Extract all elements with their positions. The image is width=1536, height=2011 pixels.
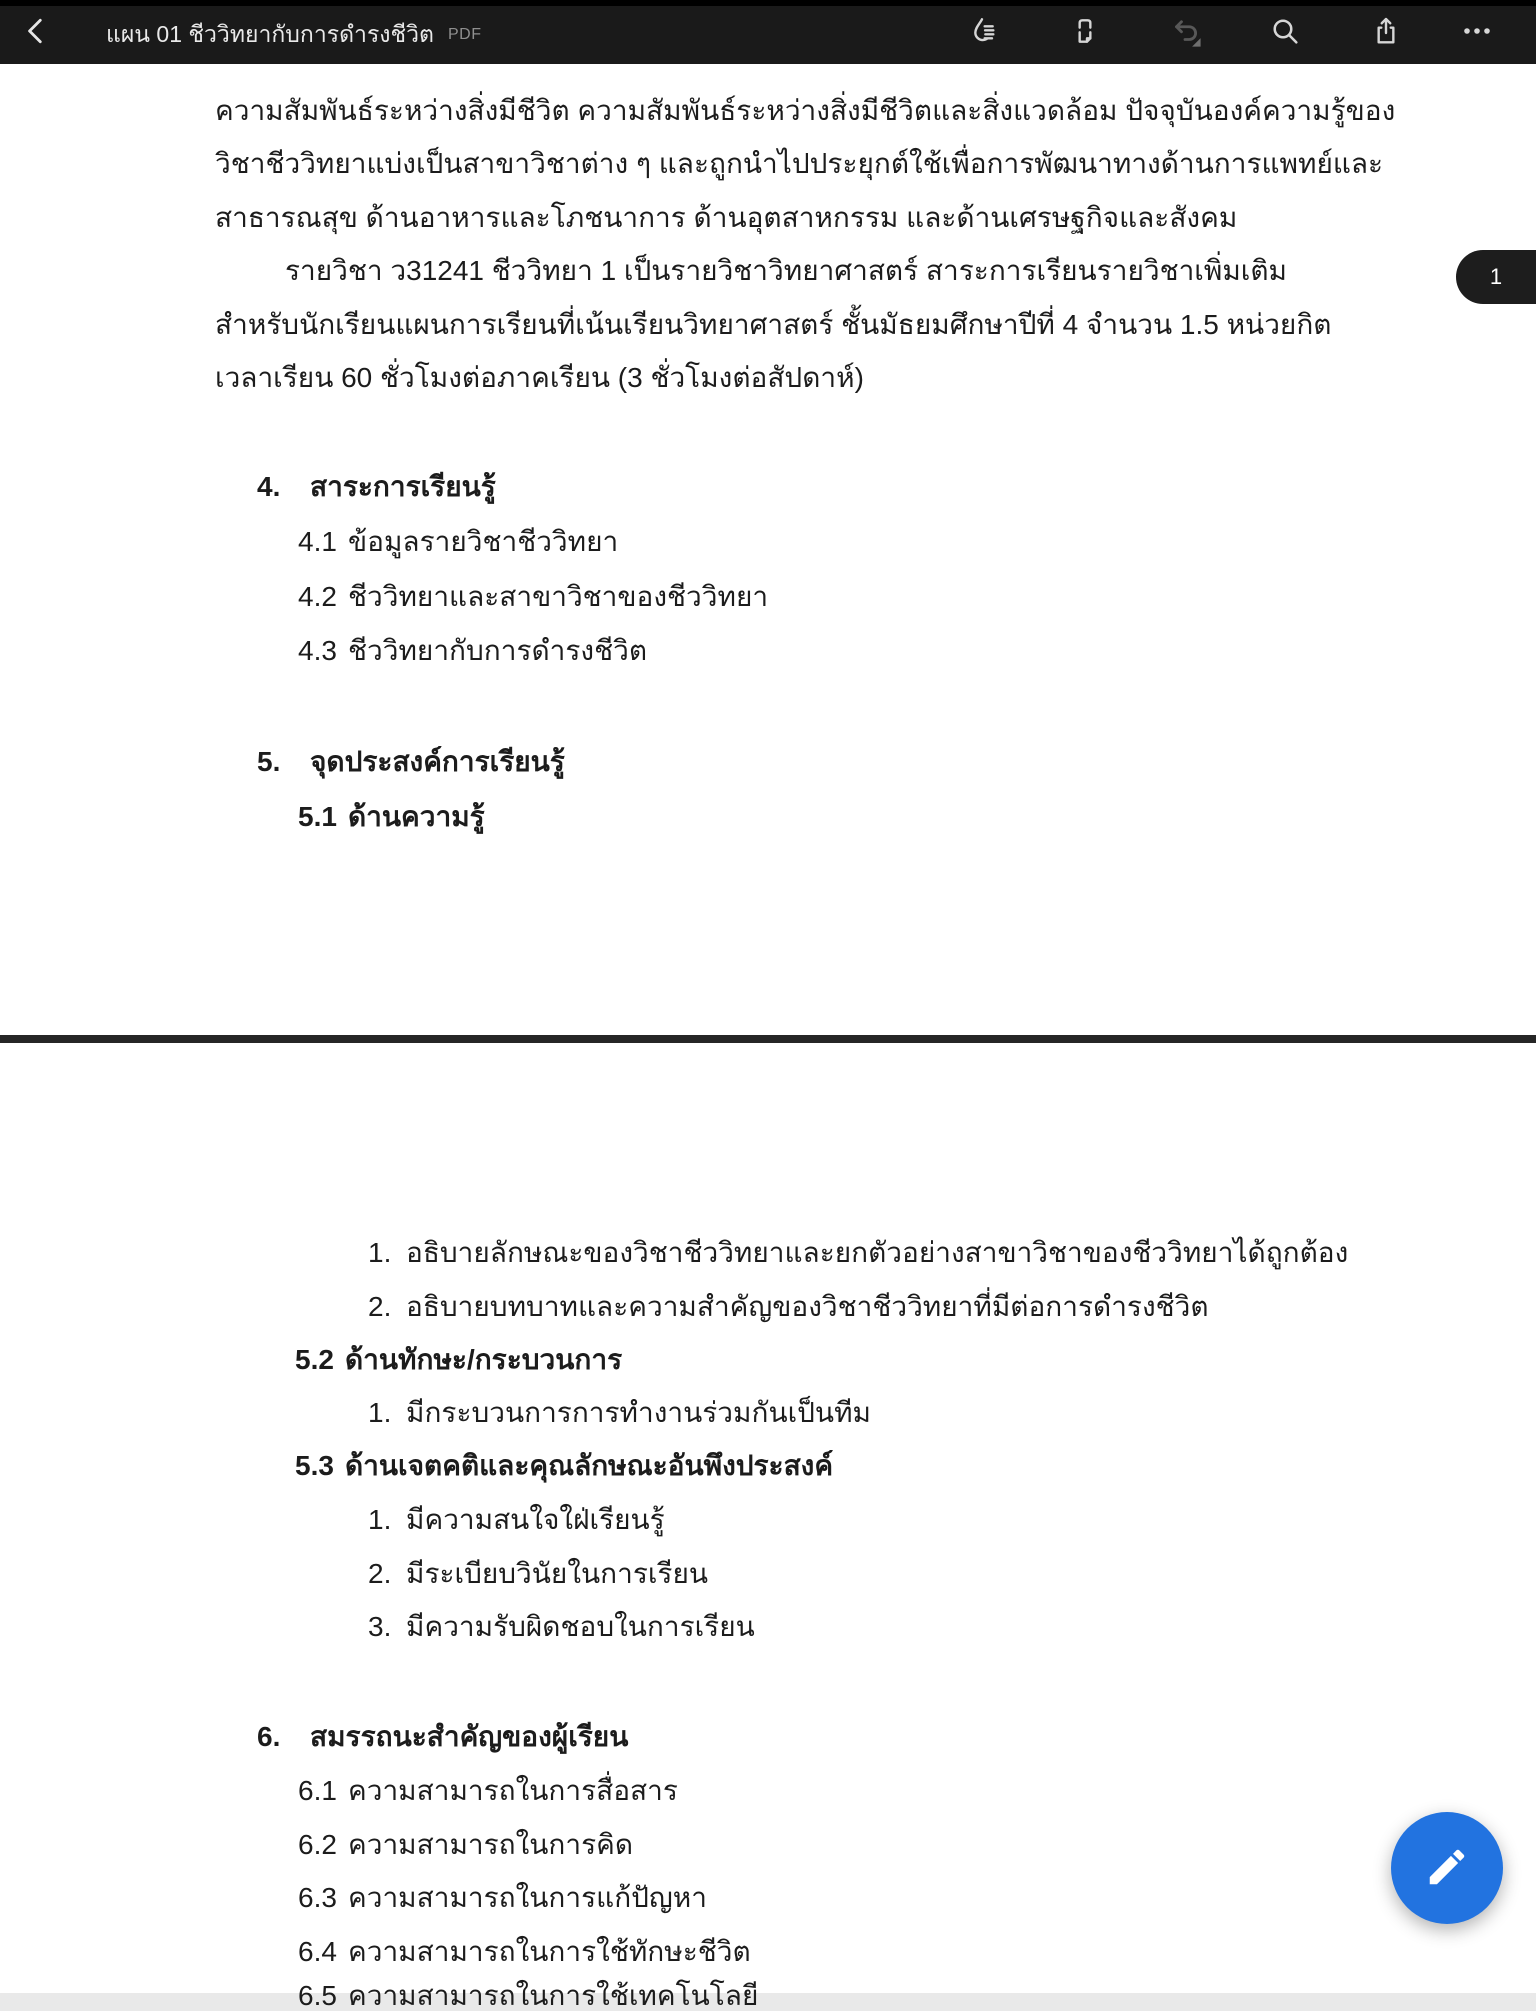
item-text: ด้านความรู้ <box>348 801 485 832</box>
item-text: ด้านเจตคติและคุณลักษณะอันพึงประสงค์ <box>345 1450 834 1481</box>
numbered-item <box>368 1547 708 1601</box>
paragraph-line: รายวิชา ว31241 ชีววิทยา 1 เป็นรายวิชาวิทยาศาสตร์ สาระการเรียนรายวิชาเพิ่มเติม <box>285 255 1287 286</box>
search-icon <box>1269 15 1301 50</box>
list-item <box>298 515 618 569</box>
subsection-heading <box>298 790 485 844</box>
item-number: 3. <box>368 1611 392 1642</box>
share-icon <box>1370 15 1402 50</box>
page-view-button[interactable] <box>1061 8 1109 56</box>
section-heading <box>257 460 496 514</box>
item-number: 6.5 <box>298 1980 337 2011</box>
undo-button[interactable] <box>1161 8 1209 56</box>
item-text: อธิบายบทบาทและความสำคัญของวิชาชีววิทยาที่มีต่อการดำรงชีวิต <box>406 1291 1209 1322</box>
top-toolbar <box>0 0 1536 64</box>
page-indicator[interactable] <box>1456 250 1536 304</box>
undo-icon <box>1168 14 1202 51</box>
item-number: 1. <box>368 1504 392 1535</box>
item-text: ข้อมูลรายวิชาชีววิทยา <box>348 526 619 557</box>
pencil-icon <box>1424 1844 1470 1893</box>
subsection-heading <box>295 1333 622 1387</box>
section-heading <box>257 735 565 789</box>
item-text: ความสามารถในการคิด <box>348 1829 634 1860</box>
section-title: สมรรถนะสำคัญของผู้เรียน <box>310 1721 629 1752</box>
list-item <box>298 1982 758 2010</box>
item-number: 5.1 <box>298 801 337 832</box>
subsection-heading <box>295 1439 833 1493</box>
item-number: 4.1 <box>298 526 337 557</box>
paragraph-line: วิชาชีววิทยาแบ่งเป็นสาขาวิชาต่าง ๆ และถูกนำไปประยุกต์ใช้เพื่อการพัฒนาทางด้านการแพทย์และ <box>215 148 1384 179</box>
liquid-mode-button[interactable] <box>960 8 1008 56</box>
paragraph-line: ความสัมพันธ์ระหว่างสิ่งมีชีวิต ความสัมพันธ์ระหว่างสิ่งมีชีวิตและสิ่งแวดล้อม ปัจจุบันองค์ความรู้ของ <box>215 95 1396 126</box>
section-title: จุดประสงค์การเรียนรู้ <box>310 746 565 777</box>
pdf-page-1 <box>0 64 1536 1035</box>
numbered-item <box>368 1493 665 1547</box>
item-text: มีความรับผิดชอบในการเรียน <box>406 1611 755 1642</box>
item-text: มีระเบียบวินัยในการเรียน <box>406 1558 709 1589</box>
edit-fab-button[interactable] <box>1391 1812 1503 1924</box>
liquid-mode-icon <box>968 15 1000 50</box>
list-item <box>298 1818 633 1872</box>
paragraph-line: เวลาเรียน 60 ชั่วโมงต่อภาคเรียน (3 ชั่วโมงต่อสัปดาห์) <box>215 362 864 393</box>
item-text: ความสามารถในการใช้ทักษะชีวิต <box>348 1936 751 1967</box>
share-button[interactable] <box>1362 8 1410 56</box>
numbered-item <box>368 1386 871 1440</box>
item-number: 1. <box>368 1237 392 1268</box>
page-separator <box>0 1035 1536 1043</box>
list-item <box>298 1764 678 1818</box>
list-item <box>298 1871 707 1925</box>
numbered-item <box>368 1226 1348 1280</box>
item-number: 4.2 <box>298 581 337 612</box>
list-item <box>298 1925 751 1979</box>
item-number: 6.1 <box>298 1775 337 1806</box>
item-number: 2. <box>368 1558 392 1589</box>
search-button[interactable] <box>1261 8 1309 56</box>
section-number: 4. <box>257 471 281 502</box>
more-options-icon <box>1461 15 1493 50</box>
section-number: 5. <box>257 746 281 777</box>
item-text: ชีววิทยาและสาขาวิชาของชีววิทยา <box>348 581 769 612</box>
page-indicator-number: 1 <box>1489 264 1503 289</box>
page-view-icon <box>1069 15 1101 50</box>
back-chevron-icon <box>21 16 51 49</box>
more-options-button[interactable] <box>1453 8 1501 56</box>
item-number: 1. <box>368 1397 392 1428</box>
item-number: 6.2 <box>298 1829 337 1860</box>
paragraph-line: สาธารณสุข ด้านอาหารและโภชนาการ ด้านอุตสาหกรรม และด้านเศรษฐกิจและสังคม <box>215 202 1238 233</box>
item-text: ความสามารถในการใช้เทคโนโลยี <box>348 1980 759 2011</box>
item-text: ความสามารถในการสื่อสาร <box>348 1775 678 1806</box>
section-title: สาระการเรียนรู้ <box>310 471 496 502</box>
back-button[interactable] <box>12 8 60 56</box>
item-text: ชีววิทยากับการดำรงชีวิต <box>348 635 648 666</box>
item-text: ด้านทักษะ/กระบวนการ <box>345 1344 623 1375</box>
item-text: ความสามารถในการแก้ปัญหา <box>348 1882 707 1913</box>
document-title-area <box>106 6 482 64</box>
numbered-item <box>368 1600 755 1654</box>
item-number: 6.4 <box>298 1936 337 1967</box>
list-item <box>298 624 647 678</box>
item-number: 5.3 <box>295 1450 334 1481</box>
document-title: แผน 01 ชีววิทยากับการดำรงชีวิต <box>106 21 434 47</box>
list-item <box>298 570 768 624</box>
section-heading <box>257 1710 628 1764</box>
file-type-badge: PDF <box>448 26 482 43</box>
item-text: มีความสนใจใฝ่เรียนรู้ <box>406 1504 665 1535</box>
item-text: อธิบายลักษณะของวิชาชีววิทยาและยกตัวอย่างสาขาวิชาของชีววิทยาได้ถูกต้อง <box>406 1237 1349 1268</box>
item-number: 2. <box>368 1291 392 1322</box>
pdf-page-2 <box>0 1043 1536 1993</box>
paragraph-line: สำหรับนักเรียนแผนการเรียนที่เน้นเรียนวิทยาศาสตร์ ชั้นมัธยมศึกษาปีที่ 4 จำนวน 1.5 หน่วยกิต <box>215 309 1332 340</box>
item-number: 5.2 <box>295 1344 334 1375</box>
numbered-item <box>368 1280 1209 1334</box>
item-number: 4.3 <box>298 635 337 666</box>
item-number: 6.3 <box>298 1882 337 1913</box>
item-text: มีกระบวนการการทำงานร่วมกันเป็นทีม <box>406 1397 871 1428</box>
partial-bottom-line <box>0 1978 1536 2011</box>
section-number: 6. <box>257 1721 281 1752</box>
